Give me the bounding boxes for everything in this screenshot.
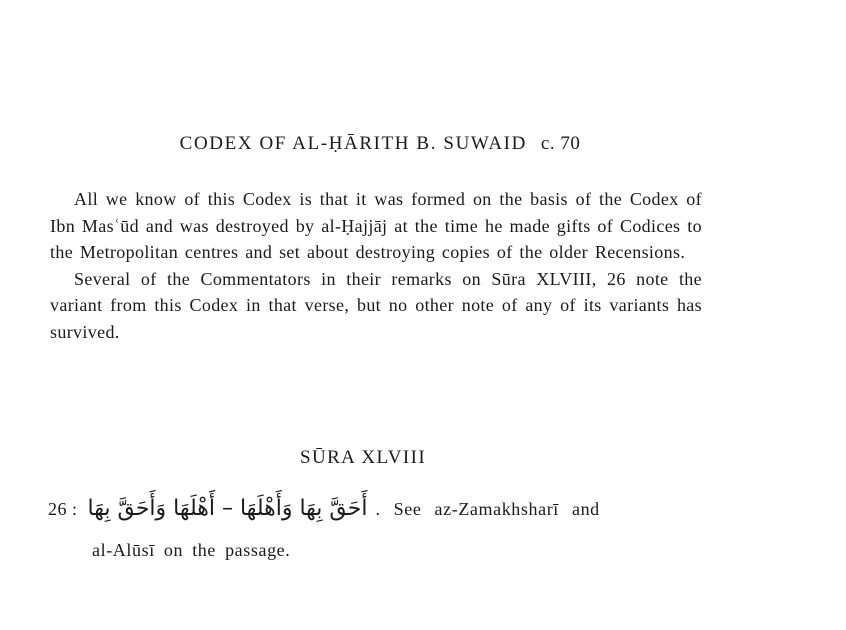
paragraph-commentators: Several of the Commentators in their remarks on Sūra XLVIII, 26 note the variant from this Codex in that verse, but no other note of any of its variants has survived. [50, 268, 702, 342]
body-text [50, 186, 702, 345]
codex-title: CODEX OF AL-ḤĀRITH B. SUWAID [179, 133, 527, 154]
codex-heading [0, 133, 760, 155]
paragraph-intro: All we know of this Codex is that it was formed on the basis of the Codex of Ibn Masʿūd and was destroyed by al-Ḥajjāj at the time he made gifts of Codices to the Metropolitan centres and set about destroying copies of the older Recensions. [50, 189, 702, 262]
variant-reference-continuation: al-Alūsī on the passage. [92, 540, 291, 560]
sura-heading: SŪRA XLVIII [300, 447, 427, 468]
arabic-variant-text: أَحَقَّ بِهَا وَأَهْلَهَا – أَهْلَهَا وَأَحَقَّ بِهَا [87, 496, 368, 521]
verse-number: 26 : [48, 499, 78, 519]
variant-reference: . See az-Zamakhsharī and [375, 499, 600, 519]
variant-entry [48, 496, 700, 521]
codex-date: c. 70 [540, 133, 581, 154]
